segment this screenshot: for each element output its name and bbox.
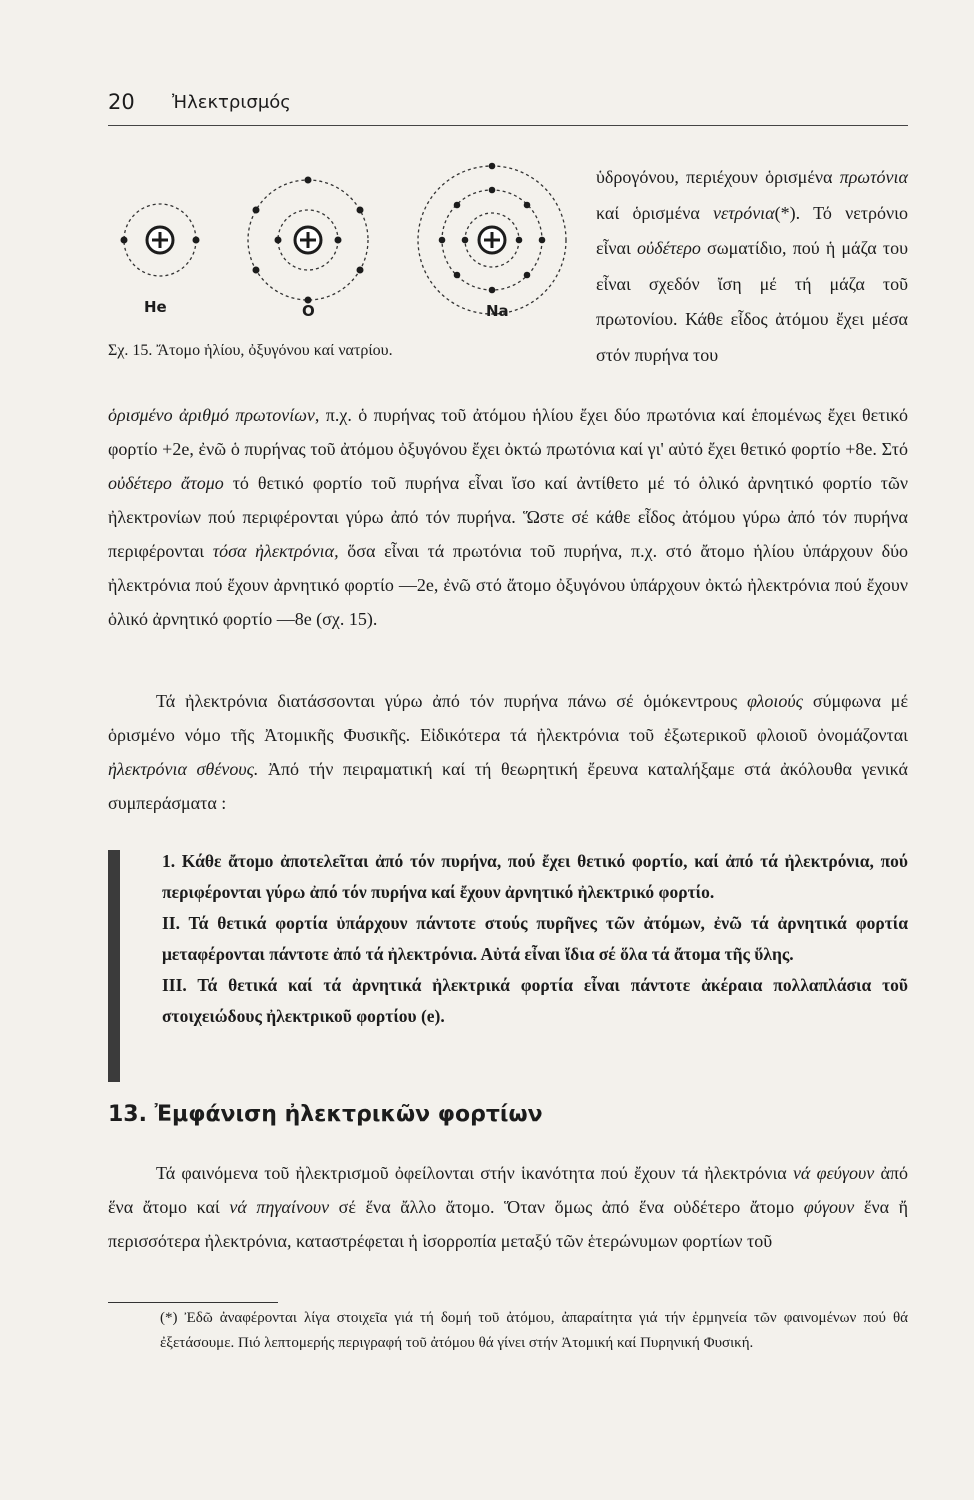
text-run: ἀπό ἕνα ἄτομο καί [108, 1163, 908, 1217]
text-run: ὑδρογόνου, περιέχουν ὁρισμένα [596, 167, 840, 187]
italic-term: οὐδέτερο ἄτομο [108, 473, 224, 493]
paragraph-2 [108, 684, 908, 820]
paragraph-1 [108, 398, 908, 636]
italic-term: νετρόνια [713, 202, 775, 223]
footnote-rule [108, 1302, 278, 1303]
text-run: σύμφωνα μέ ὁρισμένο νόμο τῆς Ἀτομικῆς Φυσικῆς. Εἰδικότερα τά ἠλεκτρόνια τοῦ ἐξωτερικοῦ φλοιοῦ ὀνομάζονται [108, 691, 909, 745]
italic-term: ὁρισμένο ἀριθμό πρωτονίων [108, 405, 315, 425]
text-run: ἕνα ἤ περισσότερα ἠλεκτρόνια, καταστρέφεται ἡ ἰσορροπία μεταξύ τῶν ἑτερώνυμων φορτίων τοῦ [108, 1197, 908, 1251]
text-run: Τά φαινόμενα τοῦ ἠλεκτρισμοῦ ὀφείλονται στήν ἱκανότητα πού ἔχουν τά ἠλεκτρόνια [156, 1163, 793, 1183]
text-run: Τά ἠλεκτρόνια διατάσσονται γύρω ἀπό τόν πυρήνα πάνω σέ ὁμόκεντρους [156, 691, 747, 711]
conclusion-item: ΙΙ. Τά θετικά φορτία ὑπάρχουν πάντοτε στούς πυρῆνες τῶν ἀτόμων, ἐνῶ τά ἀρνητικά φορτία μεταφέρονται πάντοτε ἀπό τά ἠλεκτρόνια. Αὐτά εἶναι ἴδια σέ ὅλα τά ἄτομα τῆς ὕλης. [162, 913, 908, 964]
paragraph-3 [108, 1156, 908, 1258]
header-rule [108, 125, 908, 126]
italic-term: νά πηγαίνουν [229, 1197, 330, 1217]
italic-term: νά φεύγουν [792, 1163, 875, 1183]
highlight-bar [108, 850, 120, 1082]
page-header [108, 86, 908, 122]
footnote: (*) Ἐδῶ ἀναφέρονται λίγα στοιχεῖα γιά τή δομή τοῦ ἀτόμου, ἀπαραίτητα γιά τήν ἑρμηνεία τῶν φαινομένων πού θά ἐξετάσουμε. Πιό λεπτομερής περιγραφή τοῦ ἀτόμου θά γίνει στήν Ἀτομική καί Πυρηνική Φυσική. [160, 1310, 908, 1351]
sodium-label: Na [486, 302, 509, 320]
text-run: τό θετικό φορτίο τοῦ πυρήνα εἶναι ἴσο καί ἀντίθετο μέ τό ὁλικό ἀρνητικό φορτίο τῶν ἠλεκτρονίων πού περιφέρονται γύρω ἀπό τόν πυρήνα. Ὥστε σέ κάθε εἶδος ἀτόμου γύρω ἀπό τόν πυρήνα περιφέρονται [108, 473, 908, 561]
oxygen-label: O [302, 302, 315, 320]
page-number: 20 [108, 90, 135, 114]
section-title: 13. Ἐμφάνιση ἠλεκτρικῶν φορτίων [108, 1102, 543, 1127]
italic-term: φύγουν [803, 1197, 855, 1217]
sodium-atom [418, 163, 566, 314]
text-run: σέ ἕνα ἄλλο ἄτομο. Ὅταν ὅμως ἀπό ἕνα οὐδέτερο ἄτομο [329, 1197, 804, 1217]
helium-label: He [144, 298, 167, 316]
italic-term: ἠλεκτρόνια σθένους. [108, 759, 259, 779]
text-run: , π.χ. ὁ πυρήνας τοῦ ἀτόμου ἡλίου ἔχει δύο πρωτόνια καί ἑπομένως ἔχει θετικό φορτίο +2e, ἐνῶ ὁ πυρήνας τοῦ ἀτόμου ὀξυγόνου ἔχει ὀκτώ πρωτόνια καί γι' αὐτό ἔχει θετικό φορτίο +8e. Στό [108, 405, 908, 459]
conclusion-item: ΙΙΙ. Τά θετικά καί τά ἀρνητικά ἠλεκτρικά φορτία εἶναι πάντοτε ἀκέραια πολλαπλάσια τοῦ στοιχειώδους ἠλεκτρικοῦ φορτίου (e). [162, 975, 908, 1026]
conclusions-list [162, 846, 908, 1032]
figure-caption: Σχ. 15. Ἄτομο ἡλίου, ὀξυγόνου καί νατρίου. [108, 342, 393, 359]
helium-atom [121, 204, 200, 276]
italic-term: φλοιούς [746, 691, 803, 711]
italic-term: οὐδέτερο [636, 238, 701, 258]
conclusion-item: 1. Κάθε ἄτομο ἀποτελεῖται ἀπό τόν πυρήνα, πού ἔχει θετικό φορτίο, καί ἀπό τά ἠλεκτρόνια, πού περιφέρονται γύρω ἀπό τόν πυρήνα καί ἔχουν ἀρνητικό ἠλεκτρικό φορτίο. [162, 851, 908, 902]
atom-figure [108, 160, 578, 360]
italic-term: τόσα ἠλεκτρόνια, [212, 541, 339, 561]
right-column-text [596, 160, 908, 373]
oxygen-atom [248, 177, 368, 304]
text-run: σωματίδιο, πού ἡ μάζα του εἶναι σχεδόν ἴση μέ τή μάζα τοῦ πρωτονίου. Κάθε εἶδος ἀτόμου ἔχει μέσα στόν πυρήνα του [596, 238, 908, 365]
text-run: καί ὁρισμένα [596, 202, 714, 223]
text-run: (*). Τό νετρόνιο εἶναι [596, 202, 908, 258]
text-run: Ἀπό τήν πειραματική καί τή θεωρητική ἔρευνα καταλήξαμε στά ἀκόλουθα γενικά συμπεράσματα : [108, 759, 908, 813]
italic-term: πρωτόνια [839, 167, 908, 187]
running-head: Ἠλεκτρισμός [172, 92, 291, 113]
text-run: ὅσα εἶναι τά πρωτόνια τοῦ πυρήνα, π.χ. στό ἄτομο ἡλίου ὑπάρχουν δύο ἠλεκτρόνια πού ἔχουν ἀρνητικό φορτίο —2e, ἐνῶ στό ἄτομο ὀξυγόνου ὑπάρχουν ὀκτώ ἠλεκτρόνια πού ἔχουν ὁλικό ἀρνητικό φορτίο —8e (σχ. 15). [108, 541, 909, 629]
